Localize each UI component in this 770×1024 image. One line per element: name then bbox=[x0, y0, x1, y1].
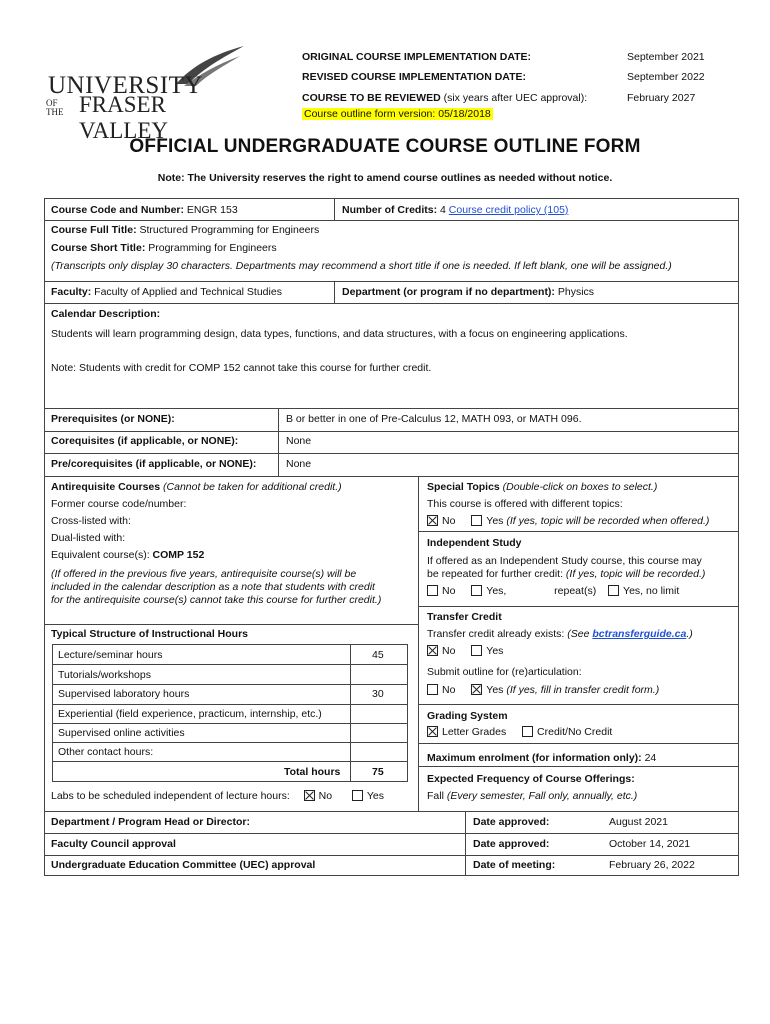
articulation-yes-checkbox[interactable] bbox=[471, 684, 482, 695]
labs-yes-checkbox[interactable] bbox=[352, 790, 363, 801]
letter-grades-checkbox[interactable] bbox=[427, 726, 438, 737]
hours-row-lab-label: Supervised laboratory hours bbox=[58, 688, 190, 700]
instructional-hours-heading: Typical Structure of Instructional Hours bbox=[51, 628, 248, 640]
labs-scheduled-label: Labs to be scheduled independent of lecture hours: bbox=[51, 790, 290, 802]
logo-fraser-valley-text: FRASER VALLEY bbox=[79, 92, 169, 143]
precorequisites-value: None bbox=[286, 458, 312, 470]
review-date: February 2027 bbox=[627, 92, 696, 104]
faculty: Faculty: Faculty of Applied and Technical Studies bbox=[51, 286, 282, 298]
department: Department (or program if no department): Physics bbox=[342, 286, 595, 298]
former-course-code: Former course code/number: bbox=[51, 498, 187, 510]
logo-of-the-text: OF THE bbox=[46, 98, 64, 117]
calendar-description-text: Students will learn programming design, data types, functions, and data structures, with a focus on engineering applications. bbox=[51, 328, 628, 340]
form-version: Course outline form version: 05/18/2018 bbox=[304, 108, 491, 120]
maximum-enrolment: Maximum enrolment (for information only): 24 bbox=[427, 752, 657, 764]
antirequisite-note-line-2: included in the calendar description as a note that students with credit bbox=[51, 581, 375, 593]
hours-row-lecture-value[interactable]: 45 bbox=[372, 649, 384, 661]
frequency-label: Expected Frequency of Course Offerings: bbox=[427, 773, 635, 785]
approval-uec-label: Undergraduate Education Committee (UEC) approval bbox=[51, 859, 316, 871]
course-full-title: Course Full Title: Structured Programming for Engineers bbox=[51, 224, 320, 236]
submit-outline-line: Submit outline for (re)articulation: bbox=[427, 666, 582, 678]
prerequisites-label: Prerequisites (or NONE): bbox=[51, 413, 175, 425]
special-topics-yes-checkbox[interactable] bbox=[471, 515, 482, 526]
independent-study-label: Independent Study bbox=[427, 537, 522, 549]
transfer-credit-exists-options: No Yes bbox=[427, 645, 503, 658]
special-topics-label: Special Topics (Double-click on boxes to select.) bbox=[427, 481, 658, 493]
original-implementation-label: ORIGINAL COURSE IMPLEMENTATION DATE: bbox=[302, 51, 532, 63]
grading-options: Letter Grades Credit/No Credit bbox=[427, 726, 612, 739]
transcript-note: (Transcripts only display 30 characters. Departments may recommend a short title if one is needed. If left blank, one will be assigned.) bbox=[51, 260, 672, 272]
approval-dept-head-date-label: Date approved: bbox=[473, 816, 550, 828]
special-topics-no-checkbox[interactable] bbox=[427, 515, 438, 526]
prerequisites-value: B or better in one of Pre-Calculus 12, MATH 093, or MATH 096. bbox=[286, 413, 582, 425]
independent-study-options: No Yes, repeat(s) Yes, no limit bbox=[427, 585, 679, 598]
precorequisites-label: Pre/corequisites (if applicable, or NONE): bbox=[51, 458, 257, 470]
antirequisite-note-line-3: for the antirequisite course(s) cannot take this course for further credit.) bbox=[51, 594, 382, 606]
original-implementation-date: September 2021 bbox=[627, 51, 705, 63]
course-code: Course Code and Number: ENGR 153 bbox=[51, 204, 238, 216]
total-hours-value: 75 bbox=[372, 766, 384, 778]
antirequisite-label: Antirequisite Courses (Cannot be taken for additional credit.) bbox=[51, 481, 342, 493]
transfer-exists-yes-checkbox[interactable] bbox=[471, 645, 482, 656]
submit-outline-options: No Yes (If yes, fill in transfer credit form.) bbox=[427, 684, 659, 697]
page-title: OFFICIAL UNDERGRADUATE COURSE OUTLINE FORM bbox=[129, 136, 641, 157]
revised-implementation-label: REVISED COURSE IMPLEMENTATION DATE: bbox=[302, 71, 527, 83]
frequency-value: Fall (Every semester, Fall only, annually, etc.) bbox=[427, 790, 638, 802]
approval-uec-date-label: Date of meeting: bbox=[473, 859, 556, 871]
amend-note: Note: The University reserves the right to amend course outlines as needed without notice. bbox=[157, 172, 613, 184]
approval-dept-head-date: August 2021 bbox=[609, 816, 668, 828]
independent-study-line-1: If offered as an Independent Study course, this course may bbox=[427, 555, 702, 567]
special-topics-line: This course is offered with different topics: bbox=[427, 498, 623, 510]
calendar-description-label: Calendar Description: bbox=[51, 308, 161, 320]
hours-row-online-label: Supervised online activities bbox=[58, 727, 185, 739]
transfer-credit-label: Transfer Credit bbox=[427, 611, 502, 623]
corequisites-label: Corequisites (if applicable, or NONE): bbox=[51, 435, 239, 447]
independent-study-line-2: be repeated for further credit: (If yes, topic will be recorded.) bbox=[427, 568, 706, 580]
ufv-logo bbox=[44, 44, 244, 143]
credit-policy-link[interactable]: Course credit policy (105) bbox=[448, 204, 569, 216]
total-hours-label: Total hours bbox=[284, 766, 341, 778]
course-short-title: Course Short Title: Programming for Engineers bbox=[51, 242, 277, 254]
labs-scheduled-row: Labs to be scheduled independent of lecture hours: No Yes bbox=[51, 790, 385, 802]
logo-university-text: UNIVERSITY bbox=[48, 72, 203, 99]
independent-no-limit-checkbox[interactable] bbox=[608, 585, 619, 596]
credit-no-credit-checkbox[interactable] bbox=[522, 726, 533, 737]
antirequisite-note-line-1: (If offered in the previous five years, antirequisite course(s) will be bbox=[51, 568, 357, 580]
hours-row-tutorials-label: Tutorials/workshops bbox=[58, 669, 151, 681]
approval-faculty-council-label: Faculty Council approval bbox=[51, 838, 176, 850]
independent-no-checkbox[interactable] bbox=[427, 585, 438, 596]
approval-dept-head-label: Department / Program Head or Director: bbox=[51, 816, 250, 828]
calendar-description-note: Note: Students with credit for COMP 152 cannot take this course for further credit. bbox=[51, 362, 432, 374]
special-topics-options: No Yes (If yes, topic will be recorded when offered.) bbox=[427, 515, 709, 528]
hours-row-lecture-label: Lecture/seminar hours bbox=[58, 649, 163, 661]
bctransferguide-link[interactable]: bctransferguide.ca bbox=[592, 628, 687, 640]
articulation-no-checkbox[interactable] bbox=[427, 684, 438, 695]
corequisites-value: None bbox=[286, 435, 312, 447]
transfer-credit-exists: Transfer credit already exists: (See bctransferguide.ca.) bbox=[427, 628, 693, 640]
hours-row-other-label: Other contact hours: bbox=[58, 746, 154, 758]
approval-faculty-council-date: October 14, 2021 bbox=[609, 838, 691, 850]
equivalent-courses: Equivalent course(s): COMP 152 bbox=[51, 549, 205, 561]
labs-no-checkbox[interactable] bbox=[304, 790, 315, 801]
approval-faculty-council-date-label: Date approved: bbox=[473, 838, 550, 850]
revised-implementation-date: September 2022 bbox=[627, 71, 705, 83]
hours-row-lab-value[interactable]: 30 bbox=[372, 688, 384, 700]
transfer-exists-no-checkbox[interactable] bbox=[427, 645, 438, 656]
cross-listed-with: Cross-listed with: bbox=[51, 515, 131, 527]
independent-yes-checkbox[interactable] bbox=[471, 585, 482, 596]
number-of-credits: Number of Credits: 4 Course credit policy (105) bbox=[342, 204, 569, 216]
grading-system-label: Grading System bbox=[427, 710, 508, 722]
dual-listed-with: Dual-listed with: bbox=[51, 532, 126, 544]
hours-row-experiential-label: Experiential (field experience, practicum, internship, etc.) bbox=[58, 708, 322, 720]
approval-uec-date: February 26, 2022 bbox=[609, 859, 695, 871]
review-label: COURSE TO BE REVIEWED (six years after UEC approval): bbox=[302, 92, 588, 104]
